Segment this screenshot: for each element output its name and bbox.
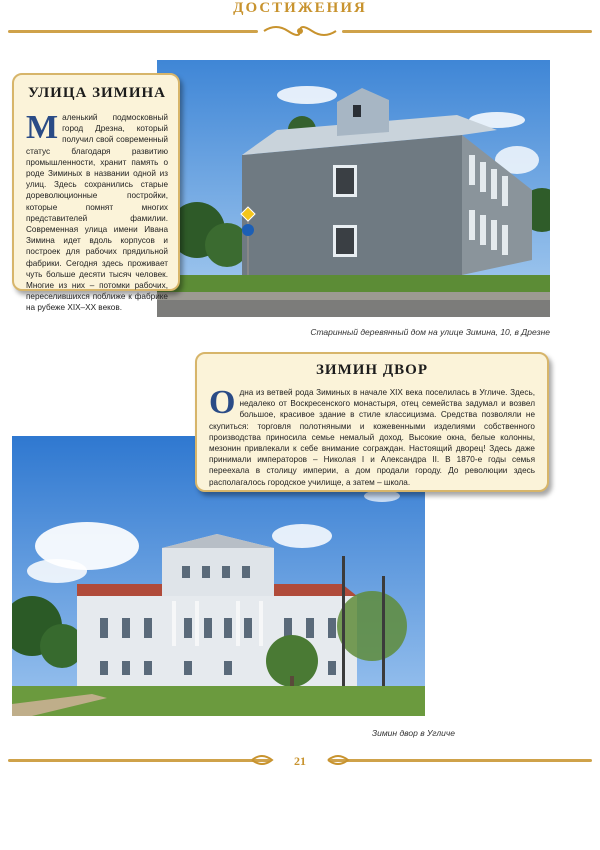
zimin-street-body: аленький подмосковный город Дрезна, который получил свой современный статус благодаря развитию промышленности, хранит память о роде Зиминых в названии одной из улиц. Здесь сохранились старые дореволюционные постройки, которые помнят многих представителей фамилии. Современная улица имени Ивана Зимина идет вдоль корпусов и построек для рабочих прядильной фабрики. Сегодня здесь проживает чуть больше десяти тысяч человек. Многие из них – потомки рабочих, переселившихся поближе к фабрике на рубеже XIX–XX веков. — [26, 113, 168, 313]
zimin-yard-textbox — [195, 352, 549, 492]
zimin-street-textbox — [12, 73, 180, 313]
page-number: 21 — [294, 754, 306, 768]
wooden-house-photo — [157, 60, 550, 317]
wooden-house-caption: Старинный деревянный дом на улице Зимина, 10, в Дрезне — [310, 327, 550, 337]
zimin-yard-body: дна из ветвей рода Зиминых в начале XIX века поселилась в Угличе. Здесь, недалеко от Воскресенского монастыря, отец семейства задумал и возвел большое, красивое здание в стиле классицизма. Средства позволяли не скупиться: торговля полотняными и кожевенными изделиями собственного производства приносила семье немалый доход. Высокие окна, белые колонны, мезонин привлекали к себе внимание сограждан. Настоящий дворец! Здесь даже принимали императоров – Николая I и Александра II. В 1870-е годы семья переехала в столицу империи, а дом продали городу. До революции здесь располагалось городское училище, а затем – школа. — [209, 388, 535, 487]
header-rule-left — [8, 30, 258, 33]
header-ornament-icon — [262, 23, 338, 39]
section-header-title: ДОСТИЖЕНИЯ — [233, 0, 367, 16]
footer-rule-right — [330, 759, 592, 762]
zimin-yard-dropcap: О — [209, 384, 236, 421]
zimin-yard-title: ЗИМИН ДВОР — [316, 362, 428, 378]
zimin-street-dropcap: М — [26, 109, 59, 146]
header-rule-right — [342, 30, 592, 33]
zimin-street-text — [26, 109, 168, 314]
zimin-yard-text — [209, 384, 535, 488]
zimin-yard-caption: Зимин двор в Угличе — [371, 728, 455, 738]
footer-ornament-left-icon — [250, 752, 274, 768]
zimin-street-title: УЛИЦА ЗИМИНА — [27, 85, 167, 101]
footer-ornament-right-icon — [326, 752, 350, 768]
footer-rule-left — [8, 759, 270, 762]
